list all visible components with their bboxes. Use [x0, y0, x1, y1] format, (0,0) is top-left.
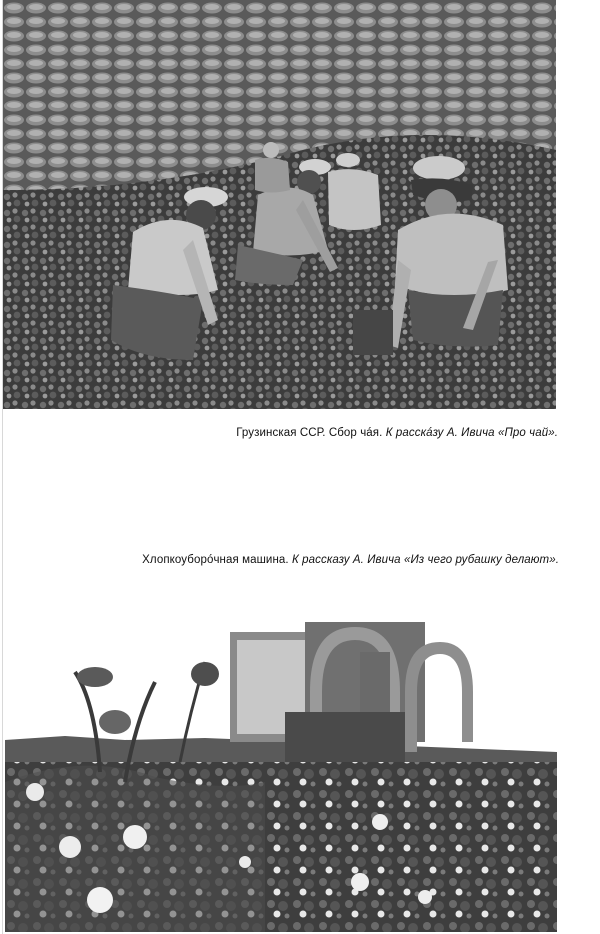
- tea-caption-italic: К расскáзу А. Ивича «Про чай».: [385, 427, 558, 439]
- cotton-caption-plain: Хлопкоуборóчная машина.: [142, 554, 289, 566]
- cotton-photo-caption: [142, 554, 559, 566]
- tea-caption-plain: Грузинская ССР. Сбор чáя.: [236, 427, 383, 439]
- tea-photo-caption: [236, 427, 558, 439]
- tea-harvest-photo: [3, 0, 556, 409]
- cotton-caption-italic: К рассказу А. Ивича «Из чего рубашку делают».: [292, 554, 559, 566]
- cotton-harvester-photo: [5, 612, 557, 932]
